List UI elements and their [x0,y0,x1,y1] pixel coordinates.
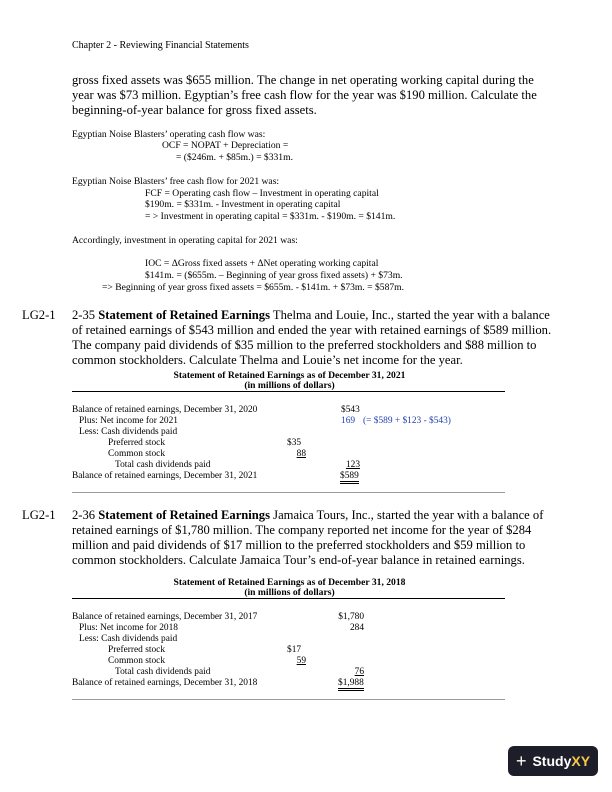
table-2021-row-5-label: Common stock [108,449,166,459]
problem-236-line-1 [72,508,543,524]
table-2018-row-3-label: Less: Cash dividends paid [79,634,178,644]
table-2018-bottom-rule [72,699,505,700]
table-2018-row-6-value: 76 [354,667,364,677]
table-2021-row-1-label: Balance of retained earnings, December 31, 2020 [72,405,258,415]
table-2021-title: Statement of Retained Earnings as of December 31, 2021 [173,370,406,381]
table-2018-row-7-label: Balance of retained earnings, December 31, 2018 [72,678,258,688]
table-2018-subtitle: (in millions of dollars) [244,587,335,598]
table-2021-top-rule [72,391,505,392]
table-2018-row-5-value: 59 [296,656,306,666]
page-header: Chapter 2 - Reviewing Financial Statements [72,40,249,51]
table-2018-row-1-value: $1,780 [338,612,364,622]
table-2018-row-1-label: Balance of retained earnings, December 31, 2017 [72,612,258,622]
table-2018-title: Statement of Retained Earnings as of December 31, 2018 [173,577,406,588]
ioc-line-2: $141m. = ($655m. – Beginning of year gross fixed assets) + $73m. [145,270,403,281]
intro-line-1: gross fixed assets was $655 million. The change in net operating working capital during the [72,73,534,87]
problem-236-title: Statement of Retained Earnings [98,508,271,522]
table-2021-bottom-rule [72,492,505,493]
table-2021-row-6-label: Total cash dividends paid [115,460,211,470]
table-2021-row-4-label: Preferred stock [108,438,166,448]
intro-line-3: beginning-of-year balance for gross fixed assets. [72,103,317,117]
table-2021-row-4-value: $35 [287,438,302,448]
problem-235-line-3: The company paid dividends of $35 million to the preferred stockholders and $88 million to [72,338,537,352]
table-2018-row-2-label: Plus: Net income for 2018 [79,623,178,633]
problem-236-line-4: common stockholders. Calculate Jamaica Tour’s end-of-year balance in retained earnings. [72,553,525,567]
ioc-heading: Accordingly, investment in operating capital for 2021 was: [72,235,298,246]
table-2018-row-5-label: Common stock [108,656,166,666]
problem-236-tag: LG2-1 [22,508,56,522]
ocf-line-2: = ($246m. + $85m.) = $331m. [176,152,293,163]
table-2021-row-7-value: $589 [340,471,359,484]
studyxy-badge[interactable] [508,746,598,776]
table-2021-row-6-value: 123 [345,460,360,470]
ioc-line-1: IOC = ΔGross fixed assets + ΔNet operating working capital [145,258,379,269]
problem-236-number: 2-36 [72,508,96,522]
problem-236-line-3: million and paid dividends of $17 million to the preferred stockholders and $59 million to [72,538,526,552]
problem-236-line-2: retained earnings of $1,780 million. The company reported net income for the year of $284 [72,523,532,537]
problem-235-line-1 [72,308,550,324]
table-2018-row-7-value: $1,988 [338,678,364,691]
ocf-line-1: OCF = NOPAT + Depreciation = [162,140,289,151]
ocf-heading: Egyptian Noise Blasters’ operating cash flow was: [72,129,266,140]
table-2021-subtitle: (in millions of dollars) [244,380,335,391]
table-2021-row-2-note: (= $589 + $123 - $543) [363,416,451,426]
fcf-line-3: = > Investment in operating capital = $331m. - $190m. = $141m. [145,211,396,222]
fcf-line-2: $190m. = $331m. - Investment in operating capital [145,199,341,210]
table-2021-row-2-value: 169 [341,416,356,426]
problem-235-title: Statement of Retained Earnings [98,308,271,322]
table-2018-row-6-label: Total cash dividends paid [115,667,211,677]
ioc-line-3: => Beginning of year gross fixed assets = $655m. - $141m. + $73m. = $587m. [102,282,405,293]
problem-235-line-2: of retained earnings of $543 million and ended the year with retained earnings of $589 million. [72,323,552,337]
fcf-line-1: FCF = Operating cash flow – Investment in operating capital [145,188,379,199]
table-2021-row-7-label: Balance of retained earnings, December 31, 2021 [72,471,258,481]
table-2018-top-rule [72,598,505,599]
problem-235-number: 2-35 [72,308,96,322]
plus-icon: + [515,751,527,771]
table-2018-row-2-value: 284 [349,623,364,633]
intro-line-2: year was $73 million. Egyptian’s free cash flow for the year was $190 million. Calculate the [72,88,537,102]
table-2021-row-5-value: 88 [296,449,306,459]
problem-235-line-4: common stockholders. Calculate Thelma and Louie’s net income for the year. [72,353,463,367]
table-2021-row-3-label: Less: Cash dividends paid [79,427,178,437]
table-2021-row-1-value: $543 [341,405,360,415]
problem-235-line-1-rest: Thelma and Louie, Inc., started the year with a balance [270,308,550,322]
problem-236-line-1-rest: Jamaica Tours, Inc., started the year with a balance of [270,508,544,522]
table-2018-row-4-value: $17 [287,645,302,655]
fcf-heading: Egyptian Noise Blasters’ free cash flow for 2021 was: [72,176,280,187]
table-2021-row-2-label: Plus: Net income for 2021 [79,416,178,426]
problem-235-tag: LG2-1 [22,308,56,322]
table-2018-row-4-label: Preferred stock [108,645,166,655]
brand-logo: StudyXY [532,753,591,769]
